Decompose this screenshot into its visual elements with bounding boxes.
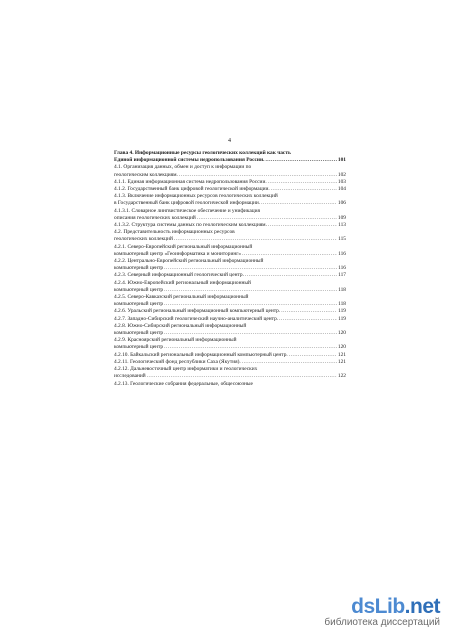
watermark-logo-main: dsLib bbox=[351, 595, 405, 618]
toc-entry-page: 117 bbox=[338, 272, 346, 279]
toc-entry bbox=[114, 323, 346, 330]
toc-entry-page: 115 bbox=[338, 236, 346, 243]
toc-entry-title: геологическим коллекциям. bbox=[114, 171, 178, 178]
toc-entry-page: 102 bbox=[337, 171, 346, 178]
toc-entry-title: компьютерный центр bbox=[114, 330, 164, 337]
toc-entry-title: 4.2.9. Красноярский региональный информационный bbox=[114, 337, 237, 344]
toc-leader-dots bbox=[271, 186, 337, 193]
toc-entry-page: 122 bbox=[337, 373, 346, 380]
toc-entry-title: в Государственный банк цифровой геологической информации. bbox=[114, 200, 261, 207]
toc-entry-page: 119 bbox=[338, 315, 346, 322]
toc-entry-title: 4.2.3. Северный информационный геологический центр. bbox=[114, 272, 244, 279]
toc-leader-dots bbox=[179, 172, 337, 179]
toc-leader-dots bbox=[174, 236, 337, 243]
toc-entry-title: Глава 4. Информационные ресурсы геологических коллекций как часть bbox=[114, 150, 291, 156]
toc-entry-page: 119 bbox=[338, 308, 346, 315]
toc-entry-title: 4.2.5. Северо-Кавказский региональный информационный bbox=[114, 294, 249, 301]
toc-entry-title: 4.1.2. Государственный банк цифровой геологической информации. bbox=[114, 186, 270, 193]
toc-entry-page: 121 bbox=[337, 358, 346, 365]
toc-leader-dots bbox=[164, 344, 337, 351]
toc-leader-dots bbox=[197, 215, 337, 222]
toc-leader-dots bbox=[242, 251, 337, 258]
toc-entry-title: геологических коллекций bbox=[114, 236, 173, 243]
table-of-contents bbox=[114, 150, 346, 388]
toc-entry-title: Единой информационной системы недропользования России. bbox=[114, 157, 265, 164]
toc-entry-title: 4.2.10. Байкальский региональный информационный компьютерный центр. bbox=[114, 351, 288, 358]
toc-entry-page: 106 bbox=[337, 200, 346, 207]
toc-entry-title: 4.1. Организация данных, обмен и доступ к информации по bbox=[114, 164, 252, 171]
page-number: 4 bbox=[228, 138, 231, 144]
toc-entry-title: описания геологических коллекций bbox=[114, 214, 196, 221]
toc-entry bbox=[114, 164, 346, 171]
toc-entry bbox=[114, 316, 346, 323]
toc-entry-title: 4.1.1. Единая информационная система недропользования России. bbox=[114, 178, 267, 185]
toc-leader-dots bbox=[281, 308, 337, 315]
toc-entry-title: 4.2.8. Южно-Сибирский региональный информационный bbox=[114, 322, 247, 329]
watermark-logo-suffix: .net bbox=[404, 595, 440, 618]
toc-entry-title: 4.2.12. Дальневосточный центр информатики и геологических bbox=[114, 366, 258, 373]
toc-entry bbox=[114, 208, 346, 215]
toc-entry-page: 116 bbox=[338, 250, 346, 257]
toc-entry bbox=[114, 200, 346, 207]
toc-entry bbox=[114, 179, 346, 186]
watermark-logo bbox=[324, 597, 440, 617]
toc-entry-page: 120 bbox=[337, 330, 346, 337]
toc-entry-title: 4.1.3.1. Словарное лингвистическое обеспечение и унификация bbox=[114, 207, 260, 214]
toc-leader-dots bbox=[268, 222, 337, 229]
toc-entry bbox=[114, 244, 346, 251]
watermark bbox=[324, 597, 440, 628]
toc-entry bbox=[114, 280, 346, 287]
toc-entry-title: 4.2.11. Геологический фонд республики Саха (Якутия). bbox=[114, 358, 241, 365]
toc-entry-page: 104 bbox=[337, 186, 346, 193]
toc-leader-dots bbox=[245, 272, 337, 279]
toc-entry-title: компьютерный центр «Геоинформатика и мониторинг» bbox=[114, 250, 242, 257]
toc-entry bbox=[114, 172, 346, 179]
toc-entry-page: 120 bbox=[337, 344, 346, 351]
toc-entry-title: 4.2.7. Западно-Сибирский геологический научно-аналитический центр. bbox=[114, 315, 279, 322]
toc-entry bbox=[114, 272, 346, 279]
toc-leader-dots bbox=[261, 200, 337, 207]
toc-entry bbox=[114, 251, 346, 258]
toc-entry bbox=[114, 344, 346, 351]
toc-entry-title: компьютерный центр bbox=[114, 344, 164, 351]
toc-entry-title: 4.2.1. Северо-Европейский региональный информационный bbox=[114, 243, 253, 250]
toc-leader-dots bbox=[279, 316, 337, 323]
toc-entry bbox=[114, 287, 346, 294]
toc-entry bbox=[114, 381, 346, 388]
toc-entry-page: 118 bbox=[338, 286, 346, 293]
toc-entry-title: 4.2.6. Уральский региональный информационный компьютерный центр. bbox=[114, 308, 281, 315]
toc-entry-title: 4.2.13. Геологические собрания федеральные, общесоюзные bbox=[114, 380, 253, 387]
toc-entry-title: компьютерный центр bbox=[114, 286, 164, 293]
toc-entry-title: 4.2.4. Южно-Европейский региональный информационный bbox=[114, 279, 251, 286]
toc-leader-dots bbox=[265, 157, 336, 164]
toc-entry-title: 4.1.3. Включение информационных ресурсов геологических коллекций bbox=[114, 193, 278, 200]
toc-entry bbox=[114, 308, 346, 315]
toc-entry-title: компьютерный центр bbox=[114, 301, 164, 308]
toc-entry bbox=[114, 366, 346, 373]
toc-leader-dots bbox=[242, 359, 337, 366]
toc-entry-page: 116 bbox=[338, 265, 346, 272]
toc-entry bbox=[114, 373, 346, 380]
toc-entry bbox=[114, 359, 346, 366]
toc-entry-title: 4.2. Представительность информационных ресурсов bbox=[114, 229, 235, 236]
toc-entry-title: 4.2.2. Центрально-Европейский региональный информационный bbox=[114, 258, 264, 265]
toc-leader-dots bbox=[268, 179, 337, 186]
toc-entry-title: исследований bbox=[114, 373, 146, 380]
toc-leader-dots bbox=[289, 352, 337, 359]
toc-entry-page: 109 bbox=[337, 214, 346, 221]
toc-entry-page: 101 bbox=[337, 157, 346, 164]
watermark-subtitle: библиотека диссертаций bbox=[324, 617, 440, 628]
toc-entry-page: 118 bbox=[338, 301, 346, 308]
toc-entry-title: 4.1.3.2. Структура системы данных по геологическим коллекциям. bbox=[114, 222, 267, 229]
toc-leader-dots bbox=[147, 373, 337, 380]
toc-entry bbox=[114, 215, 346, 222]
toc-entry bbox=[114, 236, 346, 243]
toc-entry-page: 121 bbox=[337, 351, 346, 358]
toc-entry-page: 113 bbox=[338, 222, 346, 229]
toc-entry-page: 103 bbox=[337, 178, 346, 185]
toc-entry bbox=[114, 352, 346, 359]
toc-entry-title: компьютерный центр bbox=[114, 265, 164, 272]
toc-leader-dots bbox=[164, 287, 337, 294]
